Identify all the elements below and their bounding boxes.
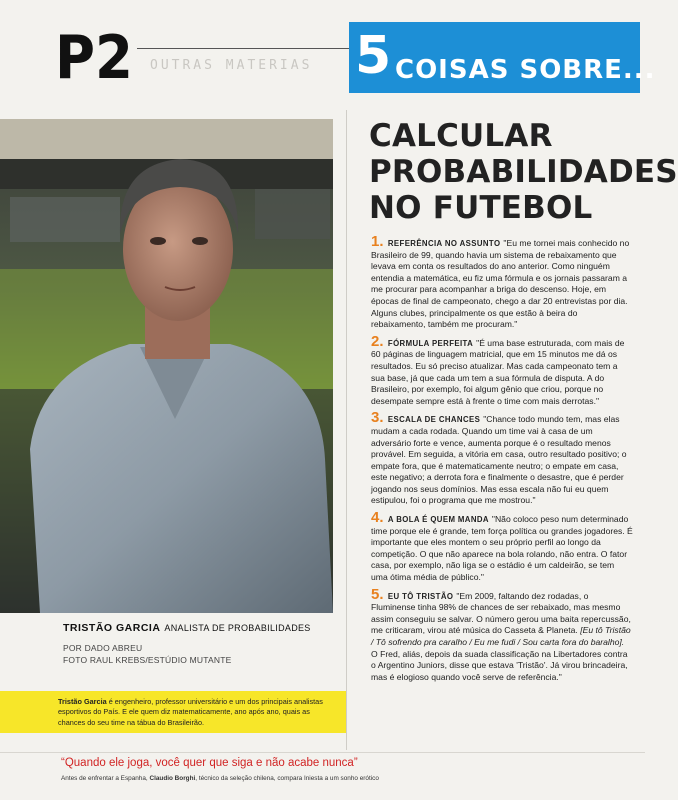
item-text-italic: [Eu tô Tristão / Tô sofrendo pra caralho / Eu me fudi / Sou carta fora do baralho].: [371, 625, 631, 647]
item-text: "É uma base estruturada, com mais de 60 páginas de linguagem matricial, que em 15 minutos me dá os resultados. Eu só preciso atualizar. Mas cada campeonato tem a sua base, já que cada um tem a sua fórmula de disputa. A do Brasileiro, por exemplo, foi algum gênio que criou, porque no desempate sempre está à frente o time com mais derrotas.": [371, 337, 625, 406]
title-line-3: NO FUTEBOL: [369, 190, 593, 226]
title-line-1: CALCULAR: [369, 118, 553, 154]
header-ghost-text: OUTRAS MATERIAS: [150, 58, 313, 73]
item-heading: EU TÔ TRISTÃO: [387, 591, 454, 601]
svg-text:P2: P2: [55, 23, 133, 93]
list-item: [371, 509, 633, 584]
item-heading: FÓRMULA PERFEITA: [387, 338, 474, 348]
bio-name: Tristão Garcia: [58, 697, 107, 706]
list-item: [371, 409, 633, 507]
list-item: [371, 585, 633, 684]
article-items: [371, 233, 633, 688]
portrait-photo: [0, 119, 333, 613]
author-credit: POR DADO ABREU: [63, 643, 143, 653]
header-rule: [137, 48, 349, 49]
item-text-end: O Fred, aliás, depois da suada classificação na Libertadores contra o Argentino Juniors, disse que estava 'Tristão'. Já virou brincadeira, mas é elogioso quando você serve de referência.": [371, 648, 628, 682]
bio-text: é engenheiro, professor universitário e um dos principais analistas esportivos do País. E ele quem diz matematicamente, ano após ano, quais as chances do seu time na tábua do Brasileirão.: [58, 697, 323, 727]
list-item: [371, 233, 633, 331]
item-text: "Eu me tornei mais conhecido no Brasileiro de 99, quando havia um sistema de rebaixamento que levava em conta os resultados do ano anterior. Como ninguém entendia a matemática, eu fiz uma fórmula e os jornais passaram a me procurar para acompanhar a briga do descenso. Hoje, em épocas de final de campeonato, chego a dar 20 entrevistas por dia. Alguns clubes, principalmente os que estão à beira do rebaixamento, também me procuram.": [371, 238, 630, 330]
item-heading: A BOLA É QUEM MANDA: [387, 515, 489, 525]
item-text: "Em 2009, faltando dez rodadas, o Fluminense tinha 98% de chances de ser rebaixado, mas mesmo assim conseguiu se salvar. O número gerou uma baita repercussão, me criticaram, virou até música do Casseta & Planeta.: [371, 590, 631, 636]
item-heading: REFERÊNCIA NO ASSUNTO: [387, 239, 501, 248]
item-number: 5.: [371, 585, 384, 603]
column-divider: [346, 110, 347, 750]
item-text: "Chance todo mundo tem, mas elas mudam a cada rodada. Quando um time vai à casa de um adversário forte e vence, aumenta porque é o resultado menos provável. Em seguida, a vitória em casa, outro resultado positivo; o empate fora, que é matematicamente neutro; o empate em casa, este negativo; a derrota fora e finalmente o desastre, que é perder jogando nos seus domínios. Mas essa escala não fui eu quem estipulou, foi o programa que me mostrou.": [371, 414, 627, 506]
list-item: [371, 332, 633, 408]
footer-divider: [0, 752, 645, 753]
footer-quote: “Quando ele joga, você quer que siga e não acabe nunca”: [61, 757, 358, 769]
quote-attribution: [61, 775, 379, 782]
article-title: [369, 118, 678, 226]
subject-role: ANALISTA DE PROBABILIDADES: [164, 623, 311, 633]
bio-box: [0, 691, 346, 733]
attribution-lead: Antes de enfrentar a Espanha,: [61, 775, 150, 782]
photo-credit: FOTO RAUL KREBS/ESTÚDIO MUTANTE: [63, 655, 232, 665]
attribution-name: Claudio Borghi: [149, 775, 196, 782]
attribution-tail: , técnico da seleção chilena, compara Iniesta a um sonho erótico: [195, 775, 379, 782]
item-number: 2.: [371, 332, 384, 350]
title-line-2: PROBABILIDADES: [369, 154, 678, 190]
item-number: 1.: [371, 233, 384, 250]
photo-caption: [63, 622, 311, 634]
subject-name: TRISTÃO GARCIA: [63, 622, 161, 634]
item-number: 4.: [371, 509, 384, 527]
item-number: 3.: [371, 409, 384, 427]
feature-header-title: COISAS SOBRE...: [395, 55, 656, 85]
section-header: [0, 22, 349, 94]
p2-logo: [55, 23, 133, 93]
item-text: "Não coloco peso num determinado time porque ele é grande, tem força política ou grandes jogadores. É importante que eles montem o seu próprio perfil ao longo da competição. O que não aparece na bola rolando, não entra. O fator casa, por exemplo, não liga se o estádio é um caldeirão, se tem uma ótima média de público.": [371, 514, 633, 583]
item-heading: ESCALA DE CHANCES: [387, 415, 481, 425]
feature-header-box: [349, 22, 656, 93]
feature-number: 5: [355, 26, 392, 86]
